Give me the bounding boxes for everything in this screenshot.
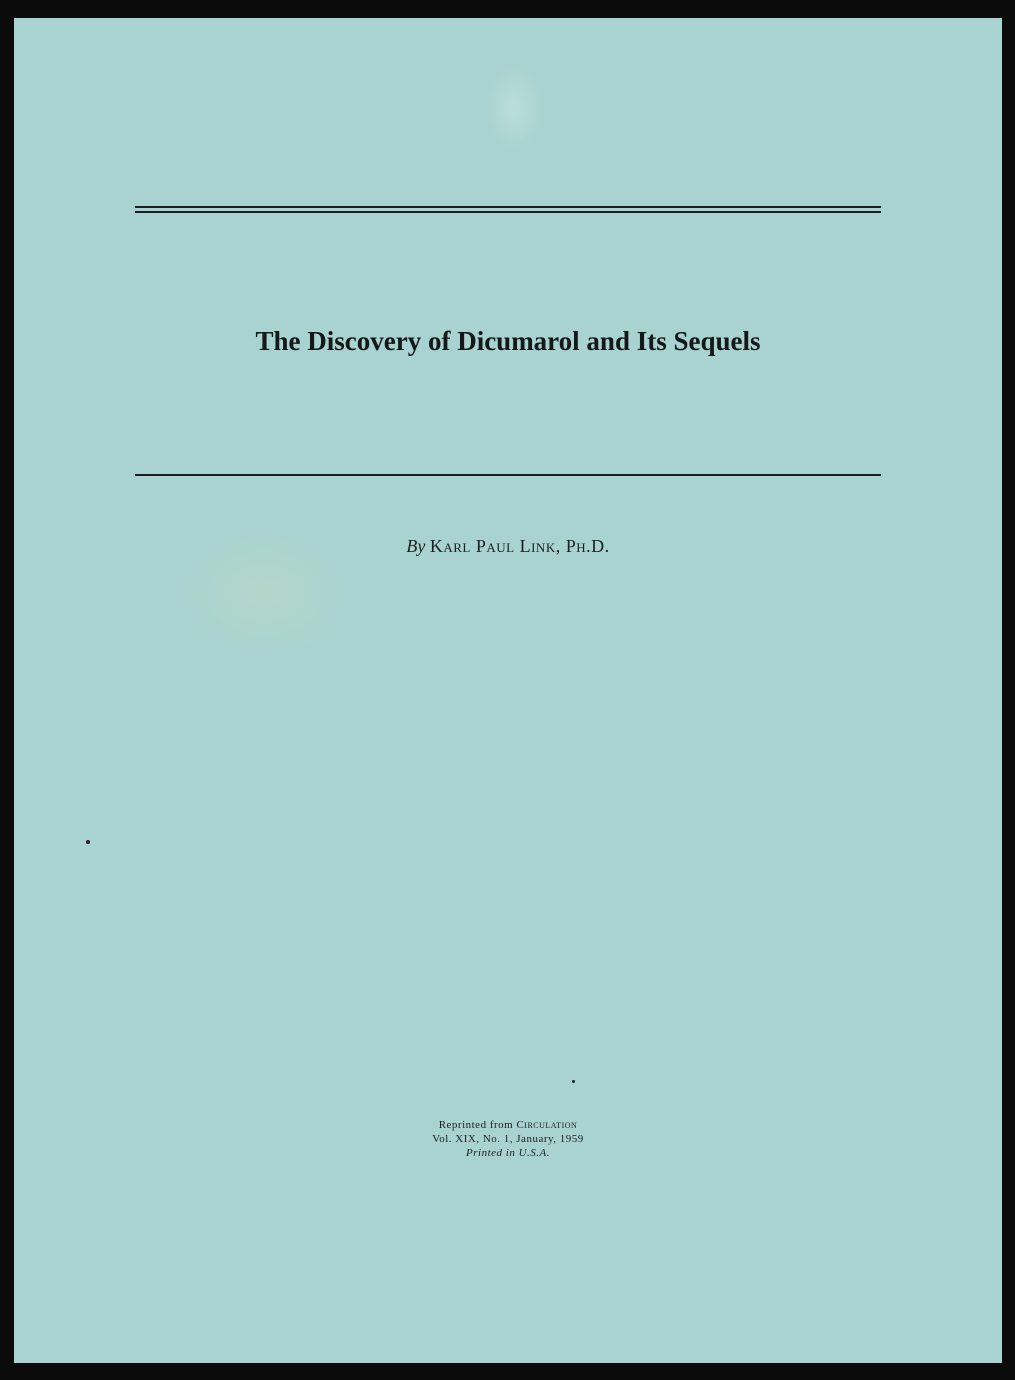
reprint-notice: [14, 1118, 1002, 1160]
paper-speck: [86, 840, 90, 844]
volume-line: Vol. XIX, No. 1, January, 1959: [432, 1133, 584, 1145]
title-divider-rule: [135, 474, 881, 476]
reprint-prefix: Reprinted from: [438, 1119, 514, 1131]
printed-line: Printed in U.S.A.: [466, 1147, 550, 1159]
paper-speck: [572, 1080, 575, 1083]
top-double-rule: [135, 206, 881, 213]
byline-by: By: [406, 536, 426, 556]
pamphlet-cover: [14, 18, 1002, 1363]
reprint-source-line: [14, 1118, 1002, 1132]
journal-name: Circulation: [516, 1119, 578, 1131]
page-title: The Discovery of Dicumarol and Its Sequels: [255, 326, 761, 356]
author-byline: [14, 536, 1002, 557]
author-name: Karl Paul Link, Ph.D.: [429, 536, 610, 556]
